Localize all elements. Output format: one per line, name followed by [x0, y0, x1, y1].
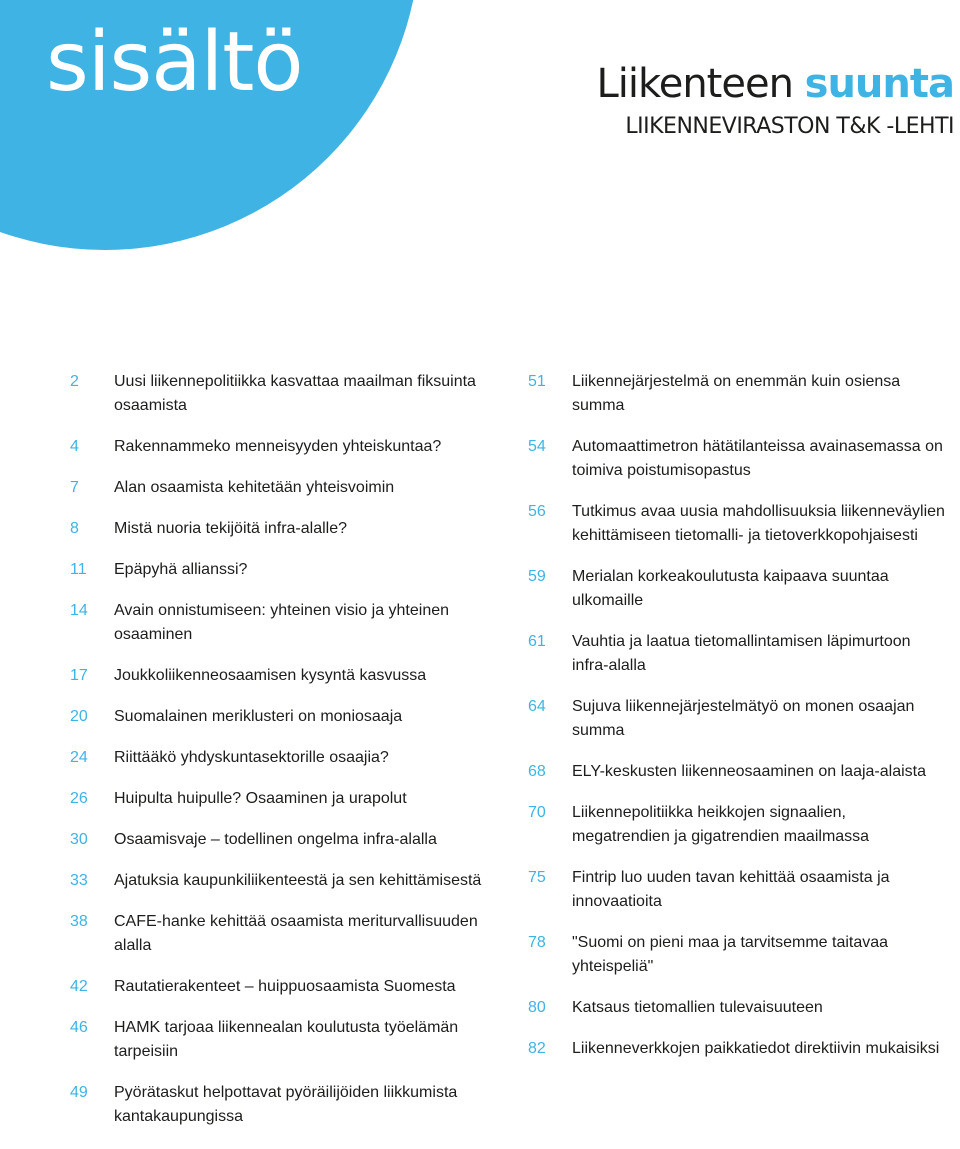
- toc-page-number: 78: [528, 934, 546, 951]
- toc-entry[interactable]: [70, 1016, 490, 1064]
- toc-article-title: Mistä nuoria tekijöitä infra-alalle?: [114, 520, 347, 537]
- toc-article-title: Pyörätaskut helpottavat pyöräilijöiden liikkumista kantakaupungissa: [114, 1084, 458, 1125]
- toc-page-number: 42: [70, 978, 88, 995]
- toc-entry[interactable]: [70, 1081, 490, 1129]
- toc-entry[interactable]: [70, 869, 490, 893]
- toc-page-number: 11: [70, 561, 87, 578]
- toc-page-number: 49: [70, 1084, 88, 1101]
- toc-article-title: Rautatierakenteet – huippuosaamista Suomesta: [114, 978, 456, 995]
- toc-article-title: Tutkimus avaa uusia mahdollisuuksia liikenneväylien kehittämiseen tietomalli- ja tietoverkkopohjaisesti: [572, 503, 945, 544]
- toc-entry[interactable]: [70, 910, 490, 958]
- toc-article-title: Sujuva liikennejärjestelmätyö on monen osaajan summa: [572, 698, 915, 739]
- toc-entry[interactable]: [528, 760, 948, 784]
- toc-entry[interactable]: [70, 558, 490, 582]
- toc-page-number: 51: [528, 373, 546, 390]
- toc-article-title: Rakennammeko menneisyyden yhteiskuntaa?: [114, 438, 442, 455]
- toc-page-number: 30: [70, 831, 88, 848]
- toc-entry[interactable]: [70, 705, 490, 729]
- toc-page-number: 61: [528, 633, 546, 650]
- toc-article-title: Liikennejärjestelmä on enemmän kuin osiensa summa: [572, 373, 901, 414]
- toc-article-title: Katsaus tietomallien tulevaisuuteen: [572, 999, 823, 1016]
- toc-article-title: Alan osaamista kehitetään yhteisvoimin: [114, 479, 395, 496]
- toc-page-number: 80: [528, 999, 546, 1016]
- toc-page-number: 59: [528, 568, 546, 585]
- toc-page-number: 54: [528, 438, 546, 455]
- toc-entry[interactable]: [70, 435, 490, 459]
- toc-article-title: Merialan korkeakoulutusta kaipaava suuntaa ulkomaille: [572, 568, 889, 609]
- toc-page-number: 75: [528, 869, 546, 886]
- toc-page-number: 2: [70, 373, 79, 390]
- toc-page-number: 7: [70, 479, 79, 496]
- toc-article-title: Joukkoliikenneosaamisen kysyntä kasvussa: [114, 667, 427, 684]
- toc-article-title: Epäpyhä allianssi?: [114, 561, 248, 578]
- toc-article-title: Riittääkö yhdyskuntasektorille osaajia?: [114, 749, 389, 766]
- magazine-title-part1: Liikenteen: [596, 61, 793, 107]
- magazine-title: [596, 60, 954, 108]
- toc-page-number: 64: [528, 698, 546, 715]
- toc-page-number: 20: [70, 708, 88, 725]
- toc-article-title: Osaamisvaje – todellinen ongelma infra-alalla: [114, 831, 437, 848]
- toc-article-title: Liikennepolitiikka heikkojen signaalien, megatrendien ja gigatrendien maailmassa: [572, 804, 870, 845]
- toc-article-title: Automaattimetron hätätilanteissa avainasemassa on toimiva poistumisopastus: [572, 438, 943, 479]
- toc-page-number: 8: [70, 520, 79, 537]
- toc-article-title: Avain onnistumiseen: yhteinen visio ja yhteinen osaaminen: [114, 602, 450, 643]
- toc-right-column: [528, 370, 948, 1078]
- toc-page-number: 14: [70, 602, 88, 619]
- toc-entry[interactable]: [528, 695, 948, 743]
- toc-entry[interactable]: [70, 828, 490, 852]
- magazine-subtitle: LIIKENNEVIRASTON T&K -LEHTI: [625, 114, 954, 139]
- toc-entry[interactable]: [528, 931, 948, 979]
- toc-entry[interactable]: [70, 787, 490, 811]
- toc-entry[interactable]: [70, 664, 490, 688]
- toc-page-number: 68: [528, 763, 546, 780]
- toc-page-number: 4: [70, 438, 79, 455]
- toc-entry[interactable]: [70, 370, 490, 418]
- toc-article-title: HAMK tarjoaa liikennealan koulutusta työelämän tarpeisiin: [114, 1019, 459, 1060]
- toc-entry[interactable]: [70, 517, 490, 541]
- toc-entry[interactable]: [528, 500, 948, 548]
- toc-page-number: 38: [70, 913, 88, 930]
- toc-entry[interactable]: [70, 599, 490, 647]
- toc-entry[interactable]: [528, 565, 948, 613]
- toc-article-title: Liikenneverkkojen paikkatiedot direktiivin mukaisiksi: [572, 1040, 940, 1057]
- toc-article-title: Uusi liikennepolitiikka kasvattaa maailman fiksuinta osaamista: [114, 373, 476, 414]
- toc-entry[interactable]: [70, 975, 490, 999]
- toc-entry[interactable]: [528, 801, 948, 849]
- toc-page-number: 82: [528, 1040, 546, 1057]
- toc-article-title: Vauhtia ja laatua tietomallintamisen läpimurtoon infra-alalla: [572, 633, 911, 674]
- toc-entry[interactable]: [528, 630, 948, 678]
- toc-article-title: CAFE-hanke kehittää osaamista meriturvallisuuden alalla: [114, 913, 478, 954]
- toc-article-title: Fintrip luo uuden tavan kehittää osaamista ja innovaatioita: [572, 869, 890, 910]
- magazine-title-part2: suunta: [804, 61, 954, 107]
- toc-entry[interactable]: [528, 435, 948, 483]
- page-title: sisältö: [46, 15, 303, 110]
- toc-page-number: 26: [70, 790, 88, 807]
- toc-entry[interactable]: [70, 746, 490, 770]
- toc-article-title: "Suomi on pieni maa ja tarvitsemme taitavaa yhteispeliä": [572, 934, 889, 975]
- toc-page-number: 33: [70, 872, 88, 889]
- toc-article-title: Huipulta huipulle? Osaaminen ja urapolut: [114, 790, 407, 807]
- toc-page-number: 24: [70, 749, 88, 766]
- toc-page-number: 17: [70, 667, 88, 684]
- toc-entry[interactable]: [528, 1037, 948, 1061]
- toc-article-title: ELY-keskusten liikenneosaaminen on laaja-alaista: [572, 763, 926, 780]
- toc-entry[interactable]: [528, 996, 948, 1020]
- toc-page-number: 46: [70, 1019, 88, 1036]
- toc-page-number: 70: [528, 804, 546, 821]
- toc-article-title: Ajatuksia kaupunkiliikenteestä ja sen kehittämisestä: [114, 872, 482, 889]
- toc-entry[interactable]: [528, 866, 948, 914]
- magazine-masthead: [596, 60, 954, 140]
- toc-entry[interactable]: [528, 370, 948, 418]
- toc-left-column: [70, 370, 490, 1146]
- toc-entry[interactable]: [70, 476, 490, 500]
- toc-article-title: Suomalainen meriklusteri on moniosaaja: [114, 708, 403, 725]
- toc-page-number: 56: [528, 503, 546, 520]
